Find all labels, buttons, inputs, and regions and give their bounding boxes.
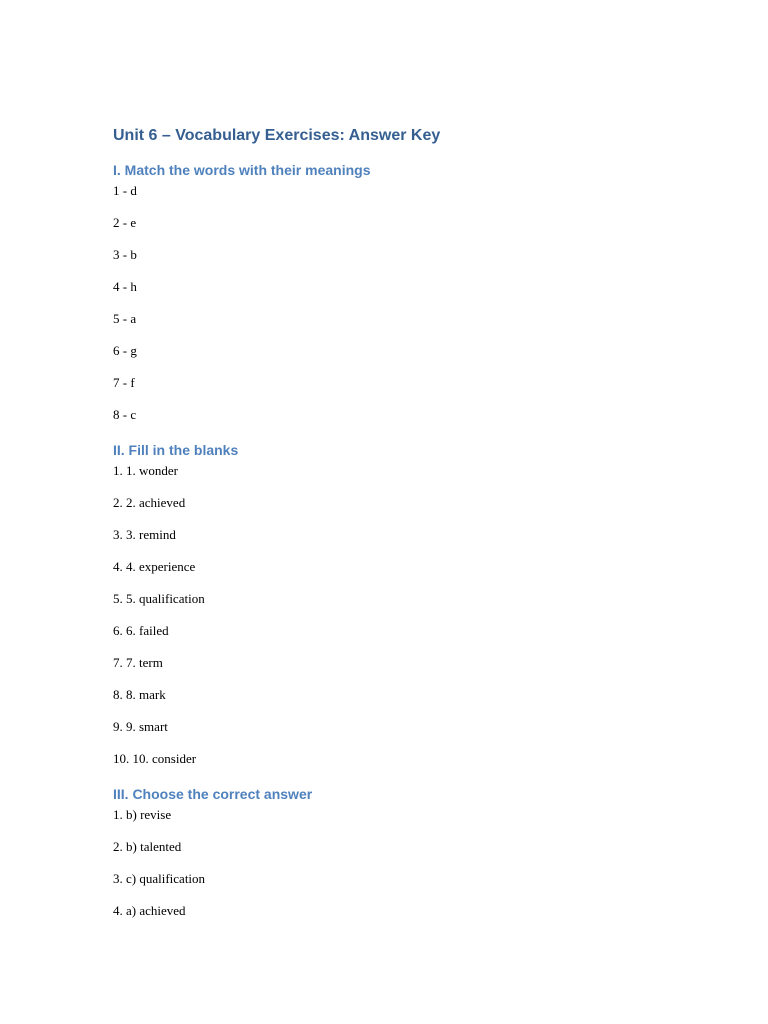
section-heading: III. Choose the correct answer <box>113 786 313 802</box>
answer-item: 10. 10. consider <box>113 751 197 766</box>
document-page <box>113 124 713 934</box>
answer-item: 4. a) achieved <box>113 903 186 918</box>
answer-item: 5. 5. qualification <box>113 591 205 606</box>
answer-item: 4. 4. experience <box>113 559 196 574</box>
answer-item: 4 - h <box>113 279 137 294</box>
answer-item: 2 - e <box>113 215 137 230</box>
answer-item: 7. 7. term <box>113 655 163 670</box>
answer-item: 1. b) revise <box>113 807 172 822</box>
answer-item: 1. 1. wonder <box>113 463 178 478</box>
answer-item: 2. 2. achieved <box>113 495 186 510</box>
answer-item: 5 - a <box>113 311 137 326</box>
answer-list <box>113 182 713 430</box>
answer-item: 8 - c <box>113 407 137 422</box>
answer-item: 9. 9. smart <box>113 719 168 734</box>
section-match <box>113 160 713 430</box>
section-heading: I. Match the words with their meanings <box>113 162 371 178</box>
answer-item: 6. 6. failed <box>113 623 169 638</box>
document-title: Unit 6 – Vocabulary Exercises: Answer Key <box>113 127 441 144</box>
answer-item: 3 - b <box>113 247 137 262</box>
answer-item: 8. 8. mark <box>113 687 166 702</box>
answer-item: 6 - g <box>113 343 137 358</box>
section-choose-answer <box>113 784 713 934</box>
section-fill-blanks <box>113 440 713 774</box>
answer-item: 3. 3. remind <box>113 527 176 542</box>
section-heading: II. Fill in the blanks <box>113 442 239 458</box>
answer-item: 7 - f <box>113 375 135 390</box>
answer-item: 3. c) qualification <box>113 871 206 886</box>
answer-item: 2. b) talented <box>113 839 182 854</box>
answer-item: 1 - d <box>113 183 137 198</box>
answer-list <box>113 462 713 774</box>
answer-list <box>113 806 713 934</box>
